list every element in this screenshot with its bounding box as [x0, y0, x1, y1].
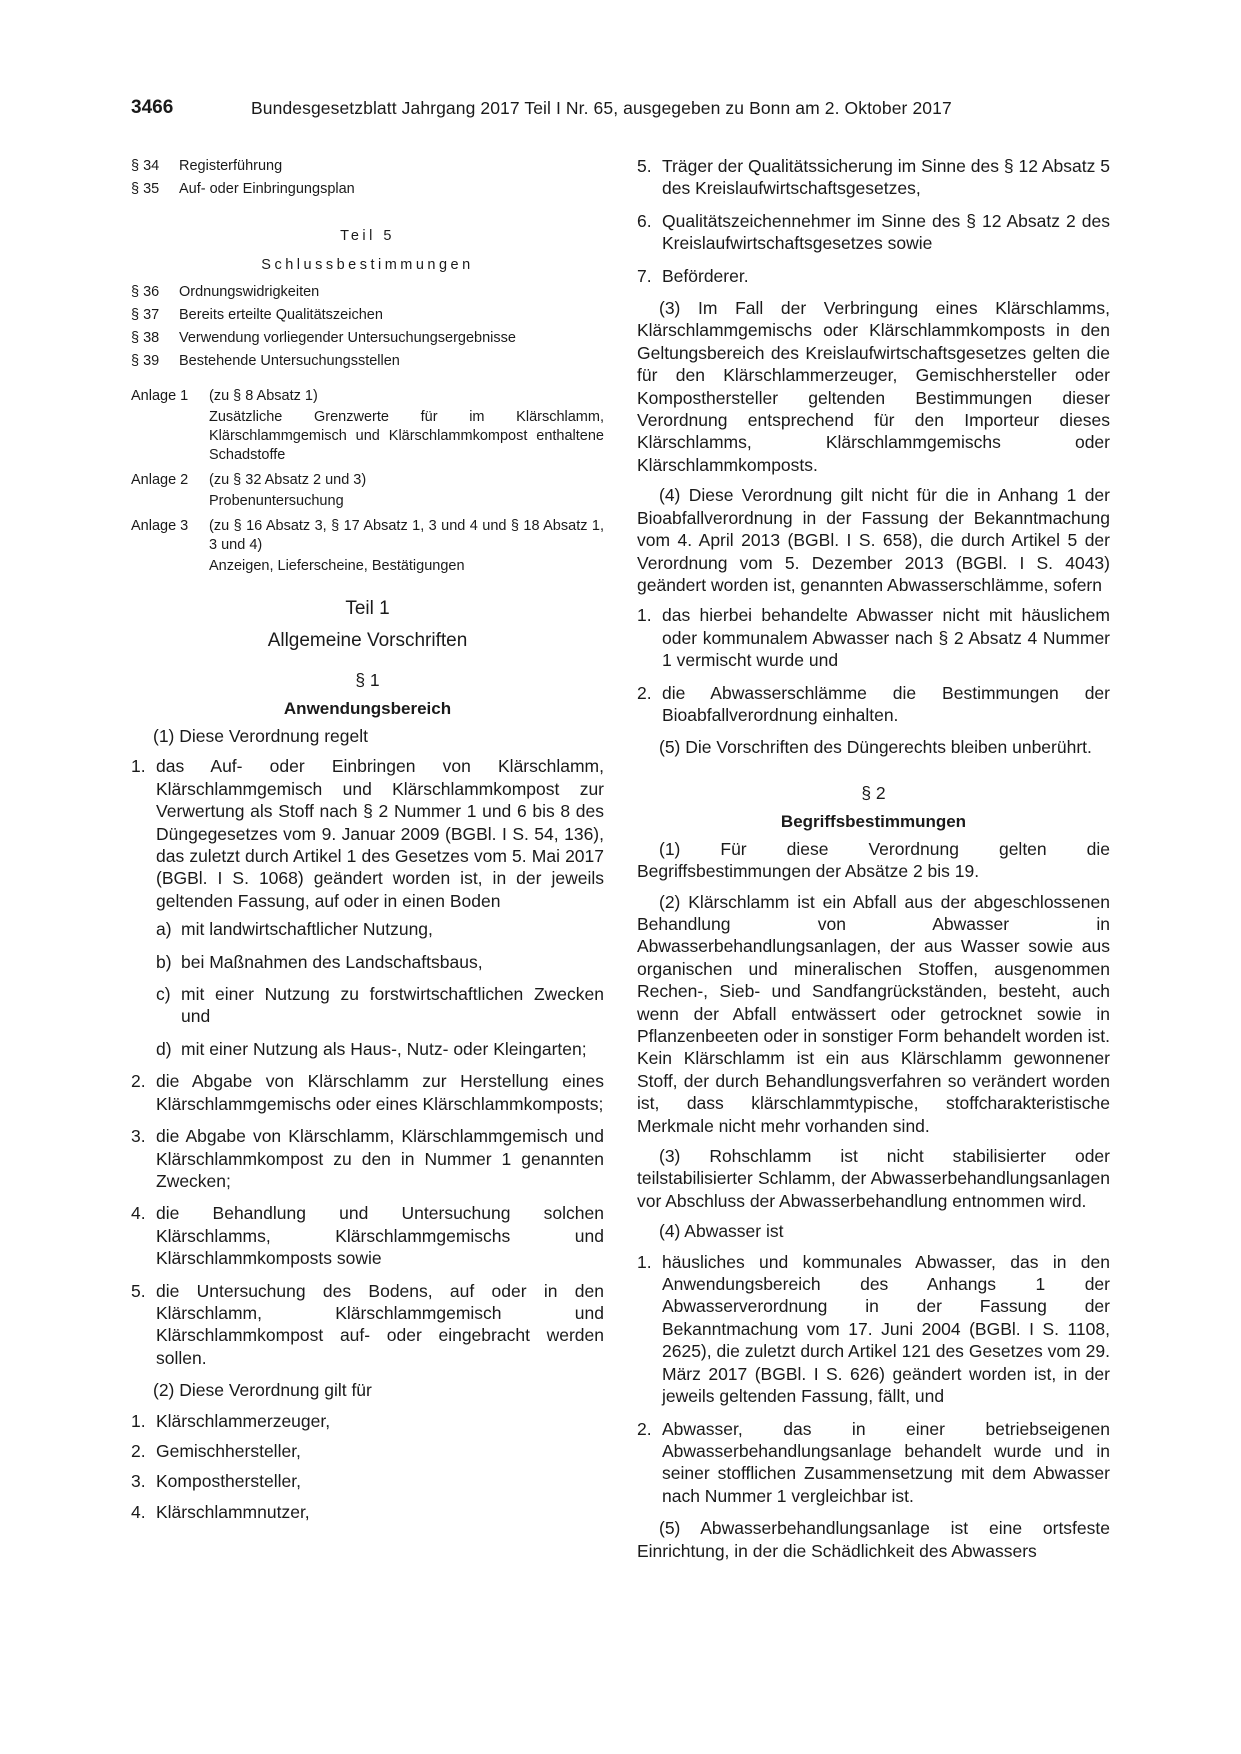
toc-entry: § 35 Auf- oder Einbringungsplan [131, 181, 355, 197]
list-item: 6. Qualitätszeichennehmer im Sinne des § 12 Absatz 2 des Kreislaufwirtschaftsgesetzes sowie [637, 210, 1110, 254]
part-label: Teil 5 [340, 228, 395, 244]
sub-list-item: c) mit einer Nutzung zu forstwirtschaftlichen Zwecken und [156, 984, 604, 1027]
annex-entry: Anlage 3 (zu § 16 Absatz 3, § 17 Absatz 1, 3 und 4 und § 18 Absatz 1, 3 und 4) [131, 518, 604, 553]
list-item: 1. das Auf- oder Einbringen von Klärschlamm, Klärschlammgemisch und Klärschlammkompost zur Verwertung als Stoff nach § 2 Nummer 1 und 6 bis 8 des Düngegesetzes vom 9. Januar 2009 (BGBl. I S. 54, 136), das zuletzt durch Artikel 1 des Gesetzes vom 5. Mai 2017 (BGBl. I S. 1068) geändert worden ist, in der jeweils geltenden Fassung, auf oder in einen Boden [131, 756, 604, 911]
sub-list-item: b) bei Maßnahmen des Landschaftsbaus, [156, 951, 483, 972]
list-item: 1. Klärschlammerzeuger, [131, 1410, 331, 1431]
section-number: § 1 [355, 670, 380, 690]
list-item: 2. die Abgabe von Klärschlamm zur Herstellung eines Klärschlammgemischs oder eines Klärschlammkomposts; [131, 1071, 604, 1114]
right-column [637, 155, 1110, 1570]
paragraph: (4) Diese Verordnung gilt nicht für die in Anhang 1 der Bioabfallverordnung in der Fassung der Bekanntmachung vom 4. April 2013 (BGBl. I S. 658), die durch Artikel 5 der Verordnung vom 5. Dezember 2013 (BGBl. I S. 4043) geändert worden ist, genannten Abwasserschlämme, sofern [637, 485, 1110, 595]
list-item: 4. die Behandlung und Untersuchung solchen Klärschlamms, Klärschlammgemischs und Klärschlammkomposts sowie [131, 1203, 604, 1269]
paragraph: (1) Diese Verordnung regelt [153, 726, 368, 746]
paragraph: (1) Für diese Verordnung gelten die Begriffsbestimmungen der Absätze 2 bis 19. [637, 838, 1110, 882]
list-item: 4. Klärschlammnutzer, [131, 1501, 310, 1522]
section-title: Begriffsbestimmungen [780, 811, 967, 831]
section-number: § 2 [861, 782, 886, 803]
annex-entry: Anlage 2 (zu § 32 Absatz 2 und 3) [131, 472, 367, 488]
annex-list [131, 387, 604, 576]
part-heading: Teil 1 [345, 598, 390, 619]
list-item: 5. die Untersuchung des Bodens, auf oder in den Klärschlamm, Klärschlammgemisch und Klärschlammkompost auf- oder eingebracht werden sollen. [131, 1280, 604, 1368]
toc-entry: § 37 Bereits erteilte Qualitätszeichen [131, 307, 383, 323]
list-item: 5. Träger der Qualitätssicherung im Sinne des § 12 Absatz 5 des Kreislaufwirtschaftsgesetzes, [637, 156, 1110, 199]
annex-entry: Anlage 1 (zu § 8 Absatz 1) [131, 388, 318, 404]
annex-title: Anzeigen, Lieferscheine, Bestätigungen [209, 558, 465, 574]
toc-entry: § 36 Ordnungswidrigkeiten [131, 284, 320, 300]
list-item: 7. Beförderer. [637, 265, 749, 286]
section-title: Anwendungsbereich [283, 699, 452, 718]
toc-entry: § 39 Bestehende Untersuchungsstellen [131, 353, 400, 369]
list-item: 2. Abwasser, das in einer betriebseigenen Abwasserbehandlungsanlage behandelt wurde und in seiner stofflichen Zusammensetzung mit dem Abwasser nach Nummer 1 vergleichbar ist. [637, 1418, 1110, 1506]
paragraph: (2) Diese Verordnung gilt für [153, 1380, 372, 1401]
list-item: 1. häusliches und kommunales Abwasser, das in den Anwendungsbereich des Anhangs 1 der Abwasserverordnung in der Fassung der Bekanntmachung vom 17. Juni 2004 (BGBl. I S. 1108, 2625), die zuletzt durch Artikel 121 des Gesetzes vom 29. März 2017 (BGBl. I S. 626) geändert worden ist, in der jeweils geltenden Fassung, fällt, und [637, 1251, 1110, 1407]
sub-list-item: a) mit landwirtschaftlicher Nutzung, [156, 919, 433, 940]
page-header [131, 97, 1111, 123]
part-title: Schlussbestimmungen [261, 257, 474, 273]
paragraph: (4) Abwasser ist [659, 1221, 784, 1242]
list-item: 2. die Abwasserschlämme die Bestimmungen der Bioabfallverordnung einhalten. [637, 682, 1110, 725]
toc-entry: § 38 Verwendung vorliegender Untersuchungsergebnisse [131, 330, 516, 346]
list-item: 3. Komposthersteller, [131, 1471, 301, 1492]
paragraph: (3) Im Fall der Verbringung eines Klärschlamms, Klärschlammgemischs oder Klärschlammkomposts in den Geltungsbereich des Kreislaufwirtschaftsgesetzes gelten die für den Klärschlammerzeuger, Gemischhersteller oder Komposthersteller geltenden Bestimmungen dieser Verordnung entsprechend für den Importeur dieses Klärschlamms, Klärschlammgemischs oder Klärschlammkomposts. [637, 298, 1110, 475]
paragraph: (5) Abwasserbehandlungsanlage ist eine ortsfeste Einrichtung, in der die Schädlichkeit des Abwassers [637, 1518, 1110, 1561]
table-of-contents [131, 155, 604, 373]
paragraph: (3) Rohschlamm ist nicht stabilisierter oder teilstabilisierter Schlamm, der Abwasserbehandlungsanlagen vor Abschluss der Abwasserbehandlung entnommen wird. [637, 1146, 1110, 1211]
toc-entry: § 34 Registerführung [131, 158, 283, 174]
list-item: 2. Gemischhersteller, [131, 1440, 301, 1461]
page-number: 3466 [131, 97, 174, 118]
paragraph: (2) Klärschlamm ist ein Abfall aus der abgeschlossenen Behandlung von Abwasser in Abwasserbehandlungsanlagen, der aus Wasser sowie aus organischen und mineralischen Stoffen, ausgenommen Rechen-, Sieb- und Sandfangrückständen, besteht, auch wenn der Abfall entwässert oder getrocknet sowie in Pflanzenbeeten oder in sonstiger Form behandelt worden ist. Kein Klärschlamm ist ein aus Klärschlamm gewonnener Stoff, der durch Behandlungsverfahren so verändert worden ist, dass klärschlammtypische, stoffcharakteristische Merkmale nicht mehr vorhanden sind. [637, 891, 1110, 1136]
list-item: 1. das hierbei behandelte Abwasser nicht mit häuslichem oder kommunalem Abwasser nach § 2 Absatz 4 Nummer 1 vermischt wurde und [637, 605, 1110, 671]
sub-list-item: d) mit einer Nutzung als Haus-, Nutz- oder Kleingarten; [156, 1038, 587, 1059]
paragraph: (5) Die Vorschriften des Düngerechts bleiben unberührt. [659, 737, 1092, 758]
list-item: 3. die Abgabe von Klärschlamm, Klärschlammgemisch und Klärschlammkompost zu den in Nummer 1 genannten Zwecken; [131, 1126, 604, 1191]
gazette-title: Bundesgesetzblatt Jahrgang 2017 Teil I Nr. 65, ausgegeben zu Bonn am 2. Oktober 2017 [251, 98, 952, 118]
part-heading-title: Allgemeine Vorschriften [267, 630, 468, 651]
annex-title: Probenuntersuchung [209, 493, 344, 509]
annex-title: Zusätzliche Grenzwerte für im Klärschlamm, Klärschlammgemisch und Klärschlammkompost enthaltene Schadstoffe [209, 409, 604, 463]
left-column [131, 155, 604, 1531]
